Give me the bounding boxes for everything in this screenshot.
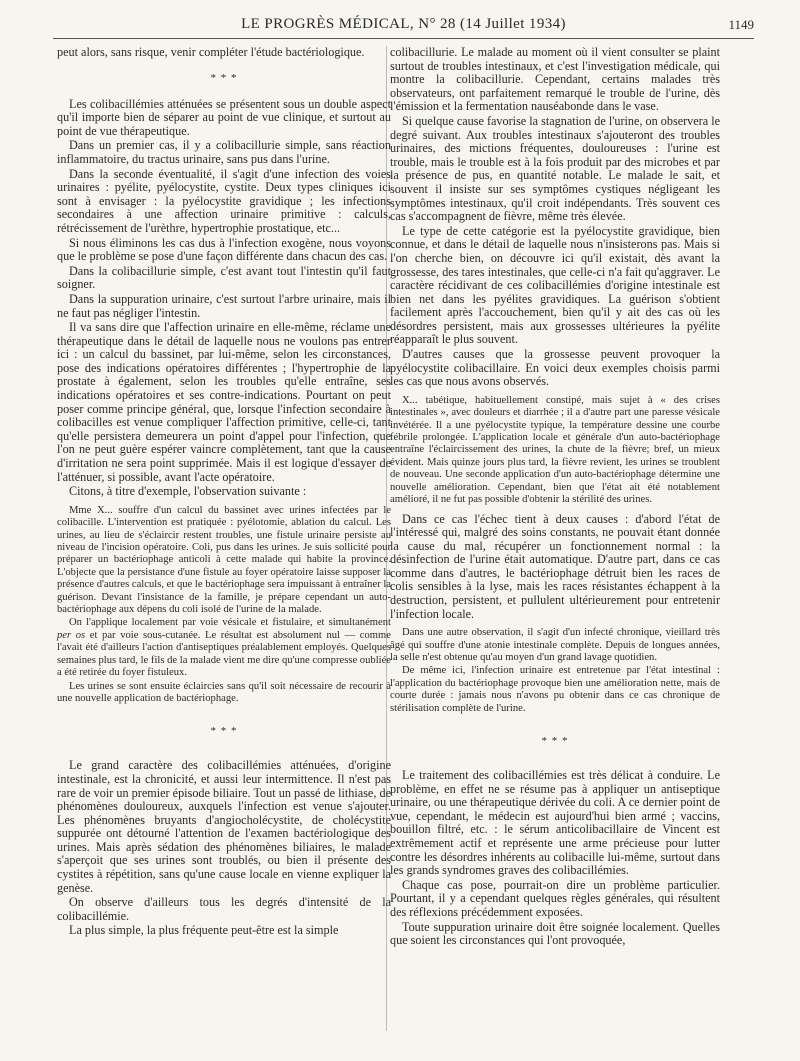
left-column [57, 46, 391, 939]
paragraph: La plus simple, la plus fréquente peut-être est la simple [69, 923, 339, 938]
observation-text [57, 617, 391, 679]
paragraph: Citons, à titre d'exemple, l'observation suivante : [69, 484, 307, 499]
section-separator: * * * [210, 725, 238, 738]
observation-text: X... tabétique, habituellement constipé, mais sujet à « des crises intestinales », avec douleurs et diarrhée ; il a d'autre part une paresse vésicale invétérée. Il a une pyélocystite typique, la température dessine une courbe fébrile prolongée. L'application locale et générale d'un auto-bactériophage entraîne l'éclaircissement des urines, la chute de la fièvre; bref, un mieux évident. Mais quinze jours plus tard, la fièvre revient, les urines se troublent de nouveau. Une seconde application d'un auto-bactériophage détermine une nouvelle amélioration. Cependant, bien que l'état ait été notablement amélioré, il ne fut pas possible d'obtenir la stérilité des urines. [390, 394, 720, 506]
observation-text-part: On l'applique localement par voie vésicale et fistulaire, et simultanément [69, 617, 391, 629]
paragraph: Si quelque cause favorise la stagnation de l'urine, on observera le degré suivant. Aux troubles intestinaux s'ajouteront des troubles urinaires, des mictions fréquentes, douloureuses : l'urine est trouble, mais le trouble est à la fois produit par des microbes et par la présence de pus, en quantité notable. Le malade le sait, et souvent il insiste sur ses symptômes cystiques négligeant les symptômes intestinaux, qu'il croit indépendants. Très souvent ces cas s'accompagnent de fièvre, même très élevée. [390, 113, 720, 224]
observation-text: De même ici, l'infection urinaire est entretenue par l'état intestinal : l'application du bactériophage provoque bien une amélioration nette, mais de courte durée : jamais nous n'avons pu obtenir dans ce cas chronique de stérilisation complète de l'urine. [390, 665, 720, 714]
paragraph: Si nous éliminons les cas dus à l'infection exogène, nous voyons que le problème se pose d'une façon différente dans chacun des cas. [57, 235, 391, 264]
paragraph: Dans ce cas l'échec tient à deux causes : d'abord l'état de l'intéressé qui, malgré des soins constants, ne pouvait étant donnée la cause du mal, récupérer un fonctionnement normal : la désinfection de l'urine était automatique. D'autre part, dans ce cas comme dans d'autres, le bactériophage détruit bien les races de colis sensibles à la lyse, mais les races résistantes échappent à la destruction, persistent, et pullulent ultérieurement pour entretenir l'infection locale. [390, 511, 720, 621]
right-column [390, 46, 720, 949]
paragraph: Chaque cas pose, pourrait-on dire un problème particulier. Pourtant, il y a cependant quelques règles générales, qui résultent des réflexions précédemment exposées. [390, 877, 720, 920]
section-separator: * * * [210, 71, 238, 84]
observation-text-part: et par voie sous-cutanée. Le résultat est absolument nul — comme l'avait été d'ailleurs l'action d'antiseptiques préalablement employés. Quelques semaines plus tard, le fils de la malade vient me dire qu'une compresse oubliée a été retirée du foyer fistuleux. [57, 629, 391, 679]
paragraph: Le traitement des colibacillémies est très délicat à conduire. Le problème, en effet ne se résume pas à appliquer un antiseptique urinaire, ou une thérapeutique dérivée du coli. A ce dernier point de vue, cependant, le médecin est aujourd'hui bien armé ; vaccins, bouillon filtré, etc. : le sérum anticolibacillaire de Vincent est extrêmement actif et représente une arme précieuse pour lutter contre les désordres inhérents au colibacille lui-même, surtout dans les grands syndromes graves des colibacillémies. [390, 768, 720, 878]
paragraph: Le type de cette catégorie est la pyélocystite gravidique, bien connue, et dans le détail de laquelle nous n'insisterons pas. Mais si l'on cherche bien, on découvre ici qu'il existait, dès avant la grossesse, des tares intestinales, que celle-ci n'a fait qu'aggraver. Le caractère récidivant de ces colibacillémies d'origine intestinale est bien net dans les pyélites gravidiques. La guérison s'obtient facilement après l'accouchement, bien qu'il y ait des cas où les désordres persistent, mais aux grossesses ultérieures la pyélite réapparaît le plus souvent. [390, 223, 720, 347]
paragraph: Les colibacillémies atténuées se présentent sous un double aspect qu'il importe bien de séparer au point de vue clinique, et surtout au point de vue thérapeutique. [57, 96, 391, 138]
section-separator: * * * [541, 735, 569, 748]
paragraph: Dans la colibacillurie simple, c'est avant tout l'intestin qu'il faut soigner. [57, 263, 391, 292]
journal-title: LE PROGRÈS MÉDICAL, N° 28 (14 Juillet 1934) [241, 16, 566, 32]
observation-text: Mme X... souffre d'un calcul du bassinet avec urines infectées par le colibacille. L'intervention est pratiquée : pyélotomie, ablation du calcul. Les urines, au lieu de s'éclaircir restent troubles, une fistule urinaire persiste au niveau de l'incision opératoire. Coli, pus dans les urines. Je suis sollicité pour préparer un bactériophage anticoli à cette malade qui habite la province. L'objecte que la persistance d'une fistule au foyer opératoire laisse supposer la présence d'autres calculs, et que le bactériophage sera impuissant à entraîner la guérison. Devant l'insistance de la famille, je prépare cependant un auto-bactériophage aux dépens du coli isolé de l'urine de la malade. [57, 504, 391, 616]
paragraph: peut alors, sans risque, venir compléter l'étude bactériologique. [57, 45, 365, 59]
paragraph: Il va sans dire que l'affection urinaire en elle-même, réclame une thérapeutique dans le détail de laquelle nous ne voulons pas entrer ici : un calcul du bassinet, par lui-même, selon les circonstances, pose des indications opératoires différentes ; l'hypertrophie de la prostate à également, selon les troubles qu'elle entraîne, ses indications opératoires et ses contre-indications. Pourtant on peut poser comme principe général, que, lorsque l'infection secondaire à colibacilles est venue compliquer l'affection primitive, celle-ci, tant qu'elle persistera demeurera un point d'appel pour l'infection, que l'on ne peut guère espérer vaincre complètement, tant que la cause d'irritation ne sera point supprimée. Mais il est logique d'essayer de l'atténuer, si possible, avant l'acte opératoire. [57, 320, 391, 484]
observation-text: Dans une autre observation, il s'agit d'un infecté chronique, vieillard très âgé qui souffre d'une atonie intestinale complète. Depuis de longues années, la selle n'est obtenue qu'au moyen d'un grand lavage quotidien. [390, 627, 720, 664]
running-header [53, 16, 754, 39]
paragraph: Dans la seconde éventualité, il s'agit d'une infection des voies urinaires : pyélite, pyélocystite, cystite. Deux types cliniques ici sont à envisager : la pyélocystite gravidique ; les infections secondaires à une affection urinaire primitive : calculs, rétrécissement de l'urèthre, hypertrophie prostatique, etc... [57, 166, 391, 235]
paragraph: D'autres causes que la grossesse peuvent provoquer la pyélocystite colibacillaire. En voici deux exemples choisis parmi les cas que nous avons observés. [390, 347, 720, 389]
observation-emphasis: per os [57, 629, 86, 641]
page-number: 1149 [728, 17, 754, 32]
paragraph: Toute suppuration urinaire doit être soignée localement. Quelles que soient les circonstances qui l'ont provoquée, [390, 919, 720, 948]
observation-text: Les urines se sont ensuite éclaircies sans qu'il soit nécessaire de recourir à une nouvelle application de bactériophage. [57, 680, 391, 704]
paragraph: colibacillurie. Le malade au moment où il vient consulter se plaint surtout de troubles intestinaux, et c'est l'investigation médicale, qui montre la colibacillurie. Cependant, certains malades très observateurs, ont parfaitement remarqué le trouble de l'urine, dès l'émission et la fermentation nauséabonde dans le vase. [390, 45, 720, 114]
paragraph: Le grand caractère des colibacillémies atténuées, d'origine intestinale, est la chronicité, et aussi leur intermittence. Il n'est pas rare de voir un premier épisode biliaire. Tout un passé de lithiase, de phénomènes douloureux, auxquels l'infection est venue s'ajouter. Les phénomènes bruyants d'angiocholécystite, de cholécystite suppurée ont détourné l'attention de l'examen bactériologique des urines. Mais après sédation des phénomènes biliaires, le malade s'aperçoit que ses urines sont troublés, ou bien il présente des cystites à répétition, sans qu'une cause locale en vienne expliquer la genèse. [57, 758, 391, 895]
paragraph: Dans un premier cas, il y a colibacillurie simple, sans réaction inflammatoire, du tractus urinaire, sans pus dans l'urine. [57, 138, 391, 166]
paragraph: On observe d'ailleurs tous les degrés d'intensité de la colibacillémie. [57, 895, 391, 923]
paragraph: Dans la suppuration urinaire, c'est surtout l'arbre urinaire, mais il ne faut pas négliger l'intestin. [57, 291, 391, 320]
